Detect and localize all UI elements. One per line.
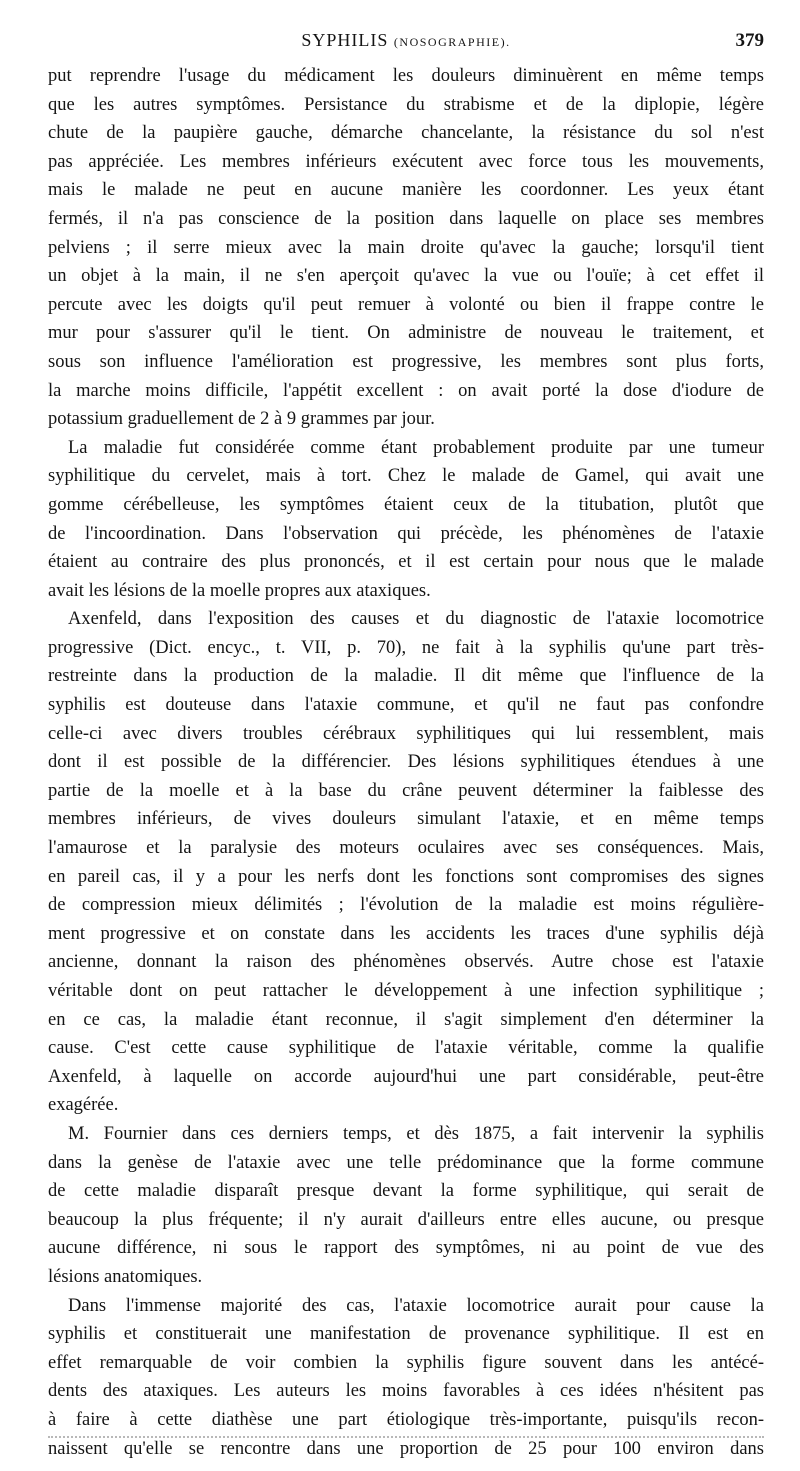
text-line: La maladie fut considérée comme étant probablement produite par une tumeur [68, 437, 764, 458]
text-line: étaient au contraire des plus prononcés, et il est certain pour nous que le malade [48, 552, 764, 573]
text-line: de l'incoordination. Dans l'observation qui précède, les phénomènes de l'ataxie [48, 523, 764, 544]
text-line: avait les lésions de la moelle propres aux ataxiques. [48, 580, 431, 601]
text-line: syphilis est douteuse dans l'ataxie commune, et qu'il ne faut pas confondre [48, 695, 764, 716]
text-line: en pareil cas, il y a pour les nerfs dont les fonctions sont compromises des signes [48, 866, 764, 887]
text-line: lésions anatomiques. [48, 1266, 203, 1287]
footer-rule [48, 1436, 764, 1438]
text-line: mur pour s'assurer qu'il le tient. On administre de nouveau le traitement, et [48, 323, 764, 344]
running-title-main: SYPHILIS [301, 30, 394, 50]
text-line: ment progressive et on constate dans les accidents les traces d'une syphilis déjà [48, 923, 764, 944]
text-line: en ce cas, la maladie étant reconnue, il s'agit simplement d'en déterminer la [48, 1009, 764, 1030]
text-line: gomme cérébelleuse, les symptômes étaient ceux de la titubation, plutôt que [48, 494, 764, 515]
text-line: de cette maladie disparaît presque devant la forme syphilitique, qui serait de [48, 1181, 764, 1202]
text-line: mais le malade ne peut en aucune manière les coordonner. Les yeux étant [48, 180, 764, 201]
text-line: pas appréciée. Les membres inférieurs exécutent avec force tous les mouvements, [48, 151, 764, 172]
text-line: de compression mieux délimités ; l'évolution de la maladie est moins régulière- [48, 895, 764, 916]
text-line: membres inférieurs, de vives douleurs simulant l'ataxie, et en même temps [48, 809, 764, 830]
text-line: syphilis et constituerait une manifestation de provenance syphilitique. Il est en [48, 1324, 764, 1345]
text-line: Axenfeld, à laquelle on accorde aujourd'hui une part considérable, peut-être [48, 1066, 764, 1087]
text-line: la marche moins difficile, l'appétit excellent : on avait porté la dose d'iodure de [48, 380, 764, 401]
text-line: pelviens ; il serre mieux avec la main droite qu'avec la gauche; lorsqu'il tient [48, 237, 764, 258]
text-line: beaucoup la plus fréquente; il n'y aurait d'ailleurs entre elles aucune, ou presque [48, 1209, 764, 1230]
text-line: dents des ataxiques. Les auteurs les moins favorables à ces idées n'hésitent pas [48, 1381, 764, 1402]
text-line: aucune différence, ni sous le rapport des symptômes, ni au point de vue des [48, 1238, 764, 1259]
text-line: effet remarquable de voir combien la syphilis figure souvent dans les antécé- [48, 1352, 764, 1373]
text-line: cause. C'est cette cause syphilitique de l'ataxie véritable, comme la qualifie [48, 1038, 764, 1059]
text-line: percute avec les doigts qu'il peut remuer à volonté ou bien il frappe contre le [48, 294, 764, 315]
text-line: syphilitique du cervelet, mais à tort. Chez le malade de Gamel, qui avait une [48, 466, 764, 487]
text-line: partie de la moelle et à la base du crâne peuvent déterminer la faiblesse des [48, 780, 764, 801]
text-line: exagérée. [48, 1095, 119, 1116]
running-head [48, 30, 764, 56]
text-line: dans la genèse de l'ataxie avec une telle prédominance que la forme commune [48, 1152, 764, 1173]
text-line: restreinte dans la production de la maladie. Il dit même que l'influence de la [48, 666, 764, 687]
text-line: naissent qu'elle se rencontre dans une proportion de 25 pour 100 environ dans [48, 1438, 764, 1459]
text-line: chute de la paupière gauche, démarche chancelante, la résistance du sol n'est [48, 123, 764, 144]
text-line: véritable dont on peut rattacher le développement à une infection syphilitique ; [48, 981, 764, 1001]
running-title-sub: (NOSOGRAPHIE). [393, 35, 511, 49]
page-number: 379 [735, 30, 764, 51]
body-text [48, 62, 764, 1463]
text-line: celle-ci avec divers troubles cérébraux syphilitiques qui lui ressemblent, mais [48, 723, 764, 744]
text-line: Dans l'immense majorité des cas, l'ataxie locomotrice aurait pour cause la [68, 1295, 764, 1316]
text-line: que les autres symptômes. Persistance du strabisme et de la diplopie, légère [48, 94, 764, 115]
running-title [48, 30, 764, 51]
text-line: M. Fournier dans ces derniers temps, et dès 1875, a fait intervenir la syphilis [68, 1123, 764, 1144]
text-line: un objet à la main, il ne s'en aperçoit qu'avec la vue ou l'ouïe; à cet effet il [48, 266, 764, 287]
text-line: progressive (Dict. encyc., t. VII, p. 70), ne fait à la syphilis qu'une part très- [48, 637, 764, 658]
text-line: sous son influence l'amélioration est progressive, les membres sont plus forts, [48, 351, 764, 372]
text-line: à faire à cette diathèse une part étiologique très-importante, puisqu'ils recon- [48, 1409, 764, 1430]
text-line: l'amaurose et la paralysie des moteurs oculaires avec ses conséquences. Mais, [48, 838, 764, 859]
text-line: Axenfeld, dans l'exposition des causes et du diagnostic de l'ataxie locomotrice [68, 609, 764, 630]
text-line: ancienne, donnant la raison des phénomènes observés. Autre chose est l'ataxie [48, 952, 764, 973]
text-line: potassium graduellement de 2 à 9 grammes par jour. [48, 409, 435, 430]
text-line: fermés, il n'a pas conscience de la position dans laquelle on place ses membres [48, 208, 764, 229]
text-line: put reprendre l'usage du médicament les douleurs diminuèrent en même temps [48, 66, 764, 86]
text-line: dont il est possible de la différencier. Des lésions syphilitiques étendues à une [48, 752, 764, 773]
